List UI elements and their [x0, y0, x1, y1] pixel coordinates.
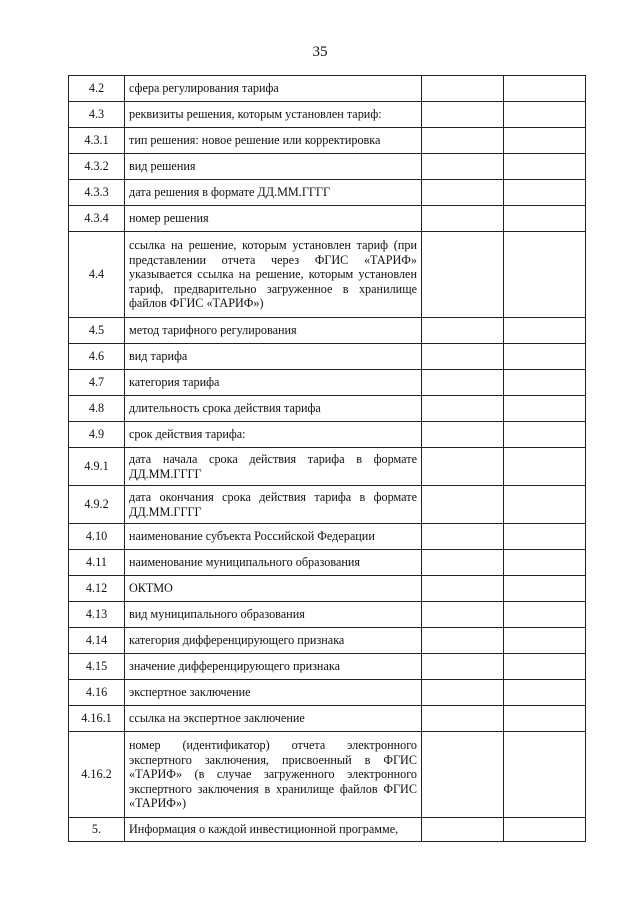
value-cell	[504, 102, 586, 128]
page-number: 35	[312, 44, 328, 60]
table-row	[69, 206, 586, 232]
value-cell	[422, 318, 504, 344]
row-number: 4.15	[69, 654, 125, 680]
row-description: наименование субъекта Российской Федерации	[125, 524, 422, 550]
row-number: 4.3.4	[69, 206, 125, 232]
value-cell	[422, 206, 504, 232]
value-cell	[422, 602, 504, 628]
data-table	[68, 75, 586, 842]
table-row	[69, 602, 586, 628]
table-row	[69, 448, 586, 486]
value-cell	[422, 524, 504, 550]
table-row	[69, 706, 586, 732]
value-cell	[422, 732, 504, 818]
row-description: дата решения в формате ДД.ММ.ГГГГ	[125, 180, 422, 206]
row-description: значение дифференцирующего признака	[125, 654, 422, 680]
value-cell	[504, 486, 586, 524]
table-row	[69, 680, 586, 706]
value-cell	[504, 396, 586, 422]
table-row	[69, 370, 586, 396]
value-cell	[504, 76, 586, 102]
table-row	[69, 128, 586, 154]
row-number: 4.9.1	[69, 448, 125, 486]
value-cell	[504, 628, 586, 654]
row-description: номер решения	[125, 206, 422, 232]
value-cell	[504, 344, 586, 370]
table-row	[69, 102, 586, 128]
value-cell	[422, 396, 504, 422]
table-row	[69, 550, 586, 576]
value-cell	[504, 422, 586, 448]
row-number: 4.5	[69, 318, 125, 344]
row-description: номер (идентификатор) отчета электронного экспертного заключения, присвоенный в ФГИС «ТАРИФ» (в случае загруженного электронного экспертного заключения в хранилище файлов ФГИС «ТАРИФ»)	[125, 732, 422, 818]
row-description: дата начала срока действия тарифа в формате ДД.ММ.ГГГГ	[125, 448, 422, 486]
row-number: 4.8	[69, 396, 125, 422]
value-cell	[422, 448, 504, 486]
value-cell	[504, 154, 586, 180]
value-cell	[422, 550, 504, 576]
value-cell	[504, 318, 586, 344]
row-number: 4.9.2	[69, 486, 125, 524]
value-cell	[504, 180, 586, 206]
table-row	[69, 180, 586, 206]
row-description: срок действия тарифа:	[125, 422, 422, 448]
value-cell	[504, 524, 586, 550]
row-description: Информация о каждой инвестиционной программе,	[125, 818, 422, 842]
value-cell	[504, 232, 586, 318]
row-description: тип решения: новое решение или корректировка	[125, 128, 422, 154]
row-number: 4.6	[69, 344, 125, 370]
value-cell	[422, 154, 504, 180]
row-number: 4.3.2	[69, 154, 125, 180]
row-number: 4.16	[69, 680, 125, 706]
table-body	[69, 76, 586, 842]
value-cell	[504, 654, 586, 680]
table-row	[69, 76, 586, 102]
row-description: сфера регулирования тарифа	[125, 76, 422, 102]
row-description: ссылка на решение, которым установлен тариф (при представлении отчета через ФГИС «ТАРИФ» указывается ссылка на решение, которым установлен тариф, предварительно загруженное в хранилище файлов ФГИС «ТАРИФ»)	[125, 232, 422, 318]
table-row	[69, 818, 586, 842]
value-cell	[422, 576, 504, 602]
row-description: категория дифференцирующего признака	[125, 628, 422, 654]
row-description: ОКТМО	[125, 576, 422, 602]
table-row	[69, 154, 586, 180]
row-number: 4.16.1	[69, 706, 125, 732]
table-row	[69, 628, 586, 654]
value-cell	[422, 370, 504, 396]
row-description: ссылка на экспертное заключение	[125, 706, 422, 732]
value-cell	[504, 550, 586, 576]
row-description: длительность срока действия тарифа	[125, 396, 422, 422]
row-number: 4.14	[69, 628, 125, 654]
table-row	[69, 396, 586, 422]
table-row	[69, 486, 586, 524]
row-number: 4.11	[69, 550, 125, 576]
value-cell	[422, 344, 504, 370]
value-cell	[422, 680, 504, 706]
row-description: наименование муниципального образования	[125, 550, 422, 576]
row-number: 4.4	[69, 232, 125, 318]
value-cell	[504, 732, 586, 818]
value-cell	[422, 654, 504, 680]
value-cell	[422, 102, 504, 128]
row-description: вид муниципального образования	[125, 602, 422, 628]
row-number: 4.7	[69, 370, 125, 396]
row-number: 4.3.1	[69, 128, 125, 154]
row-number: 4.2	[69, 76, 125, 102]
value-cell	[422, 232, 504, 318]
row-description: дата окончания срока действия тарифа в формате ДД.ММ.ГГГГ	[125, 486, 422, 524]
row-description: категория тарифа	[125, 370, 422, 396]
row-number: 4.16.2	[69, 732, 125, 818]
row-number: 4.13	[69, 602, 125, 628]
value-cell	[422, 422, 504, 448]
row-description: реквизиты решения, которым установлен тариф:	[125, 102, 422, 128]
table-row	[69, 232, 586, 318]
row-number: 4.12	[69, 576, 125, 602]
value-cell	[504, 576, 586, 602]
table-row	[69, 524, 586, 550]
value-cell	[504, 680, 586, 706]
value-cell	[422, 628, 504, 654]
table-row	[69, 576, 586, 602]
value-cell	[422, 180, 504, 206]
row-number: 4.3	[69, 102, 125, 128]
row-number: 4.9	[69, 422, 125, 448]
value-cell	[504, 206, 586, 232]
value-cell	[504, 706, 586, 732]
value-cell	[422, 706, 504, 732]
value-cell	[422, 486, 504, 524]
table-row	[69, 732, 586, 818]
row-description: метод тарифного регулирования	[125, 318, 422, 344]
value-cell	[504, 128, 586, 154]
value-cell	[504, 448, 586, 486]
value-cell	[422, 818, 504, 842]
value-cell	[504, 818, 586, 842]
row-number: 4.10	[69, 524, 125, 550]
value-cell	[504, 370, 586, 396]
value-cell	[422, 128, 504, 154]
row-description: вид тарифа	[125, 344, 422, 370]
table-row	[69, 318, 586, 344]
row-number: 4.3.3	[69, 180, 125, 206]
table-row	[69, 654, 586, 680]
value-cell	[422, 76, 504, 102]
value-cell	[504, 602, 586, 628]
table-row	[69, 422, 586, 448]
row-description: экспертное заключение	[125, 680, 422, 706]
row-number: 5.	[69, 818, 125, 842]
table-row	[69, 344, 586, 370]
row-description: вид решения	[125, 154, 422, 180]
